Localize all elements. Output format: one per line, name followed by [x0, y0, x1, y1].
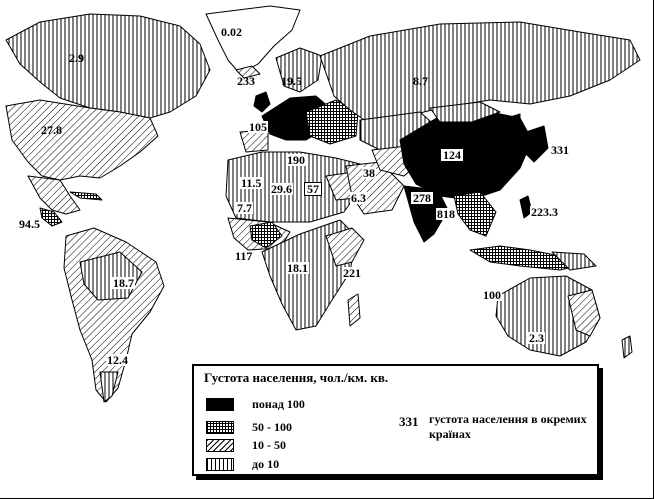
value-norway: 19.5 [281, 74, 302, 88]
legend-item-10-50 [206, 438, 386, 454]
legend-note-value: 331 [399, 414, 419, 429]
value-tanzania: 221 [343, 266, 361, 280]
value-indonesia: 100 [483, 288, 501, 302]
value-uk: 105 [249, 120, 267, 134]
legend-label-high: понад 100 [252, 397, 305, 411]
new-zealand-shape [622, 336, 632, 358]
value-china: 124 [440, 148, 464, 162]
value-argentina: 12.4 [107, 353, 128, 367]
value-iceland: 233 [237, 74, 255, 88]
value-mauritania: 11.5 [241, 176, 262, 190]
value-saudi-arabia: 38 [363, 166, 375, 180]
legend-swatch-low [206, 458, 234, 471]
map-legend [192, 364, 599, 476]
southeast-asia-shape [454, 192, 496, 236]
value-france: 190 [287, 153, 305, 167]
value-usa: 27.8 [41, 123, 62, 137]
legend-swatch-10-50 [206, 439, 234, 452]
value-mexico: 94.5 [19, 217, 40, 231]
mexico-shape [28, 176, 80, 214]
value-yemen: 6.3 [351, 191, 366, 205]
value-russia: 8.7 [413, 74, 428, 88]
legend-title: Густота населення, чол./км. кв. [204, 370, 389, 385]
madagascar-shape [348, 294, 360, 326]
value-canada: 2.9 [69, 51, 84, 65]
japan-shape [524, 126, 548, 162]
value-niger: 7.7 [237, 201, 252, 215]
legend-item-50-100 [206, 420, 386, 436]
legend-swatch-50-100 [206, 421, 234, 434]
legend-item-low [206, 457, 386, 473]
uk-shape [254, 92, 270, 112]
value-brazil: 18.7 [113, 276, 134, 290]
value-india: 278 [410, 191, 434, 205]
value-philippines: 223.3 [531, 205, 558, 219]
legend-label-10-50: 10 - 50 [252, 438, 286, 452]
legend-swatch-high [206, 398, 234, 411]
legend-item-high [206, 397, 386, 413]
cuba-shape [70, 192, 102, 200]
value-australia: 2.3 [529, 331, 544, 345]
value-japan: 331 [551, 143, 569, 157]
legend-label-low: до 10 [252, 457, 280, 471]
value-bangladesh: 818 [437, 207, 455, 221]
value-algeria: 29.6 [271, 182, 292, 196]
value-drc: 18.1 [287, 261, 308, 275]
value-nigeria: 117 [235, 249, 253, 263]
legend-note-text: густота населення в окремих країнах [429, 412, 587, 441]
value-greenland: 0.02 [221, 25, 242, 39]
value-egypt: 57 [304, 182, 322, 196]
legend-label-50-100: 50 - 100 [252, 420, 292, 434]
